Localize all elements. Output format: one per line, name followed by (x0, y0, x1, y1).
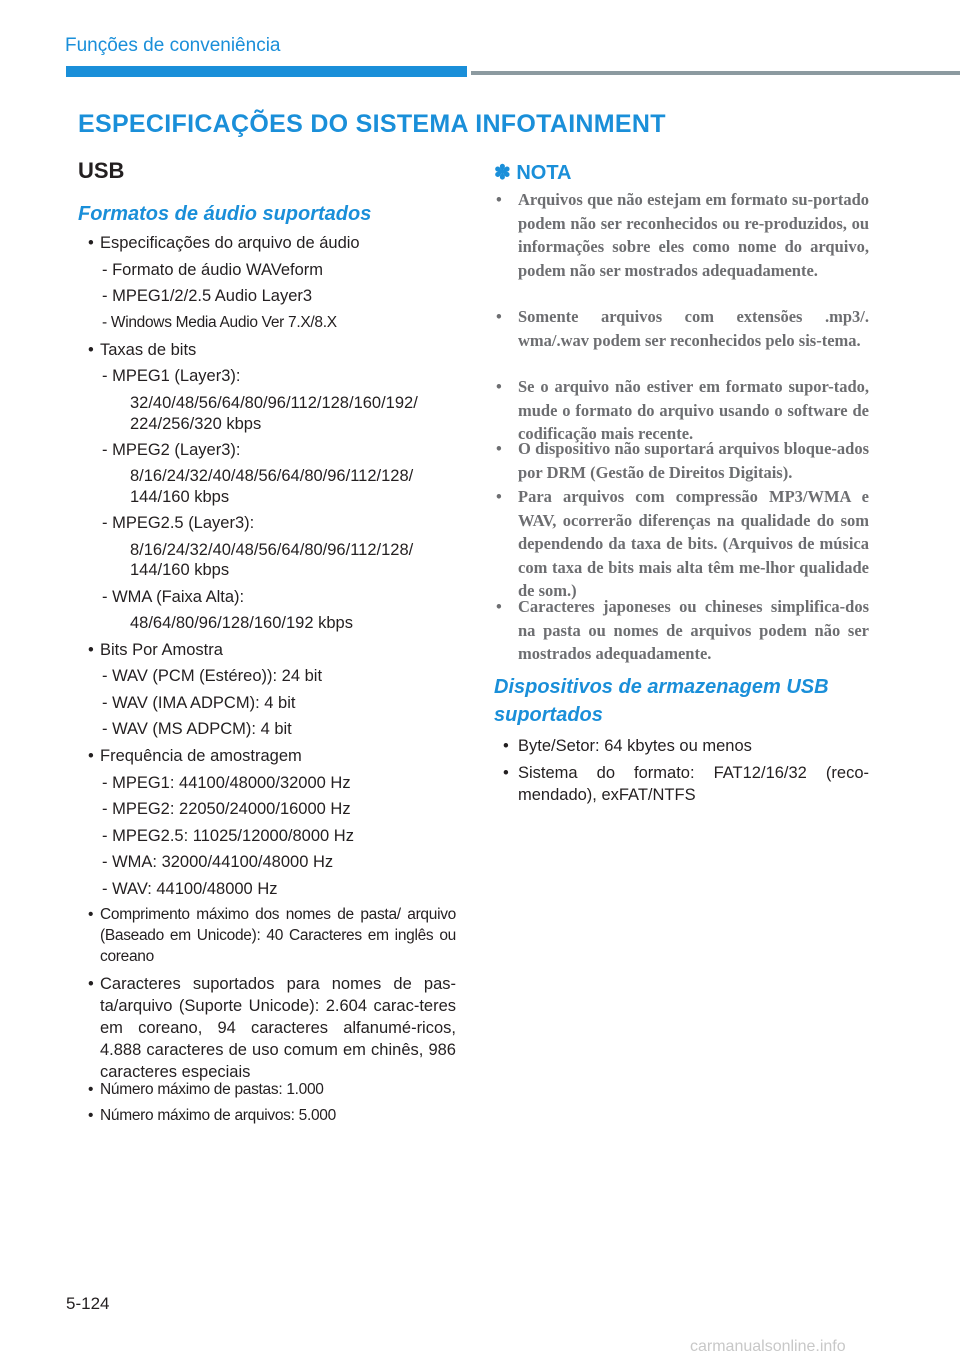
header-bar-blue (66, 66, 467, 77)
list-item: - WMA: 32000/44100/48000 Hz (102, 853, 334, 871)
nota-item: • Caracteres japoneses ou chineses simplifica-dos na pasta ou nomes de arquivos podem não ser mostrados adequadamente. (496, 597, 869, 663)
nota-item: • O dispositivo não suportará arquivos bloque-ados por DRM (Gestão de Direitos Digitais). (496, 439, 869, 482)
devices-heading-cont: suportados (494, 704, 603, 726)
list-item: - WAV (MS ADPCM): 4 bit (102, 720, 292, 738)
list-item: - WMA (Faixa Alta): (102, 588, 245, 606)
list-item: • Caracteres suportados para nomes de pas-ta/arquivo (Suporte Unicode): 2.604 carac-teres em coreano, 94 caracteres alfanumé-ricos, 4.888 caracteres de uso comum em chinês, 986 caracteres especiais (88, 975, 456, 1081)
list-item: 8/16/24/32/40/48/56/64/80/96/112/128/ (130, 467, 414, 485)
list-item: • Sistema do formato: FAT12/16/32 (reco-mendado), exFAT/NTFS (503, 764, 869, 804)
list-item: - MPEG1: 44100/48000/32000 Hz (102, 774, 351, 792)
list-item: • Byte/Setor: 64 kbytes ou menos (503, 737, 752, 755)
list-item: 8/16/24/32/40/48/56/64/80/96/112/128/ (130, 541, 414, 559)
list-item: 144/160 kbps (130, 488, 230, 506)
list-item: • Número máximo de pastas: 1.000 (88, 1081, 324, 1098)
list-item: - MPEG2.5 (Layer3): (102, 514, 255, 532)
list-item: • Taxas de bits (88, 341, 197, 359)
list-item: - MPEG1/2/2.5 Audio Layer3 (102, 287, 313, 305)
header-title: Funções de conveniência (65, 35, 281, 56)
header-bar-gray (471, 71, 960, 75)
nota-heading: ✽ NOTA (494, 162, 572, 184)
formats-heading: Formatos de áudio suportados (78, 203, 372, 225)
list-item: • Especificações do arquivo de áudio (88, 234, 360, 252)
list-item: • Frequência de amostragem (88, 747, 302, 765)
list-item: 48/64/80/96/128/160/192 kbps (130, 614, 353, 632)
nota-item: • Arquivos que não estejam em formato su-portado podem não ser reconhecidos ou re-produzidos, ou informações sobre eles como nome do arquivo, podem não ser mostrados adequadamente. (496, 190, 869, 280)
list-item: - Formato de áudio WAVeform (102, 261, 324, 279)
nota-item: • Somente arquivos com extensões .mp3/. wma/.wav podem ser reconhecidos pelo sis-tema. (496, 307, 869, 350)
list-item: - MPEG2 (Layer3): (102, 441, 241, 459)
list-item: - WAV: 44100/48000 Hz (102, 880, 278, 898)
list-item: - WAV (IMA ADPCM): 4 bit (102, 694, 296, 712)
list-item: • Comprimento máximo dos nomes de pasta/ arquivo (Baseado em Unicode): 40 Caracteres em inglês ou coreano (88, 906, 456, 965)
devices-heading: Dispositivos de armazenagem USB (494, 676, 829, 698)
usb-heading: USB (78, 158, 125, 183)
list-item: • Número máximo de arquivos: 5.000 (88, 1107, 336, 1124)
list-item: 224/256/320 kbps (130, 415, 262, 433)
list-item: - MPEG2.5: 11025/12000/8000 Hz (102, 827, 354, 845)
nota-item: • Para arquivos com compressão MP3/WMA e WAV, ocorrerão diferenças na qualidade do som dependendo da taxa de bits. (Arquivos de música com taxa de bits mais alta têm me-lhor qualidade de som.) (496, 487, 869, 600)
list-item: - Windows Media Audio Ver 7.X/8.X (102, 314, 337, 331)
list-item: - MPEG1 (Layer3): (102, 367, 241, 385)
list-item: - WAV (PCM (Estéreo)): 24 bit (102, 667, 323, 685)
nota-item: • Se o arquivo não estiver em formato supor-tado, mude o formato do arquivo usando o software de codificação mais recente. (496, 377, 869, 443)
watermark: carmanualsonline.info (690, 1338, 846, 1355)
section-title: ESPECIFICAÇÕES DO SISTEMA INFOTAINMENT (78, 110, 666, 138)
page-number: 5-124 (66, 1294, 110, 1313)
list-item: • Bits Por Amostra (88, 641, 223, 659)
list-item: 32/40/48/56/64/80/96/112/128/160/192/ (130, 394, 418, 412)
list-item: - MPEG2: 22050/24000/16000 Hz (102, 800, 351, 818)
list-item: 144/160 kbps (130, 561, 230, 579)
